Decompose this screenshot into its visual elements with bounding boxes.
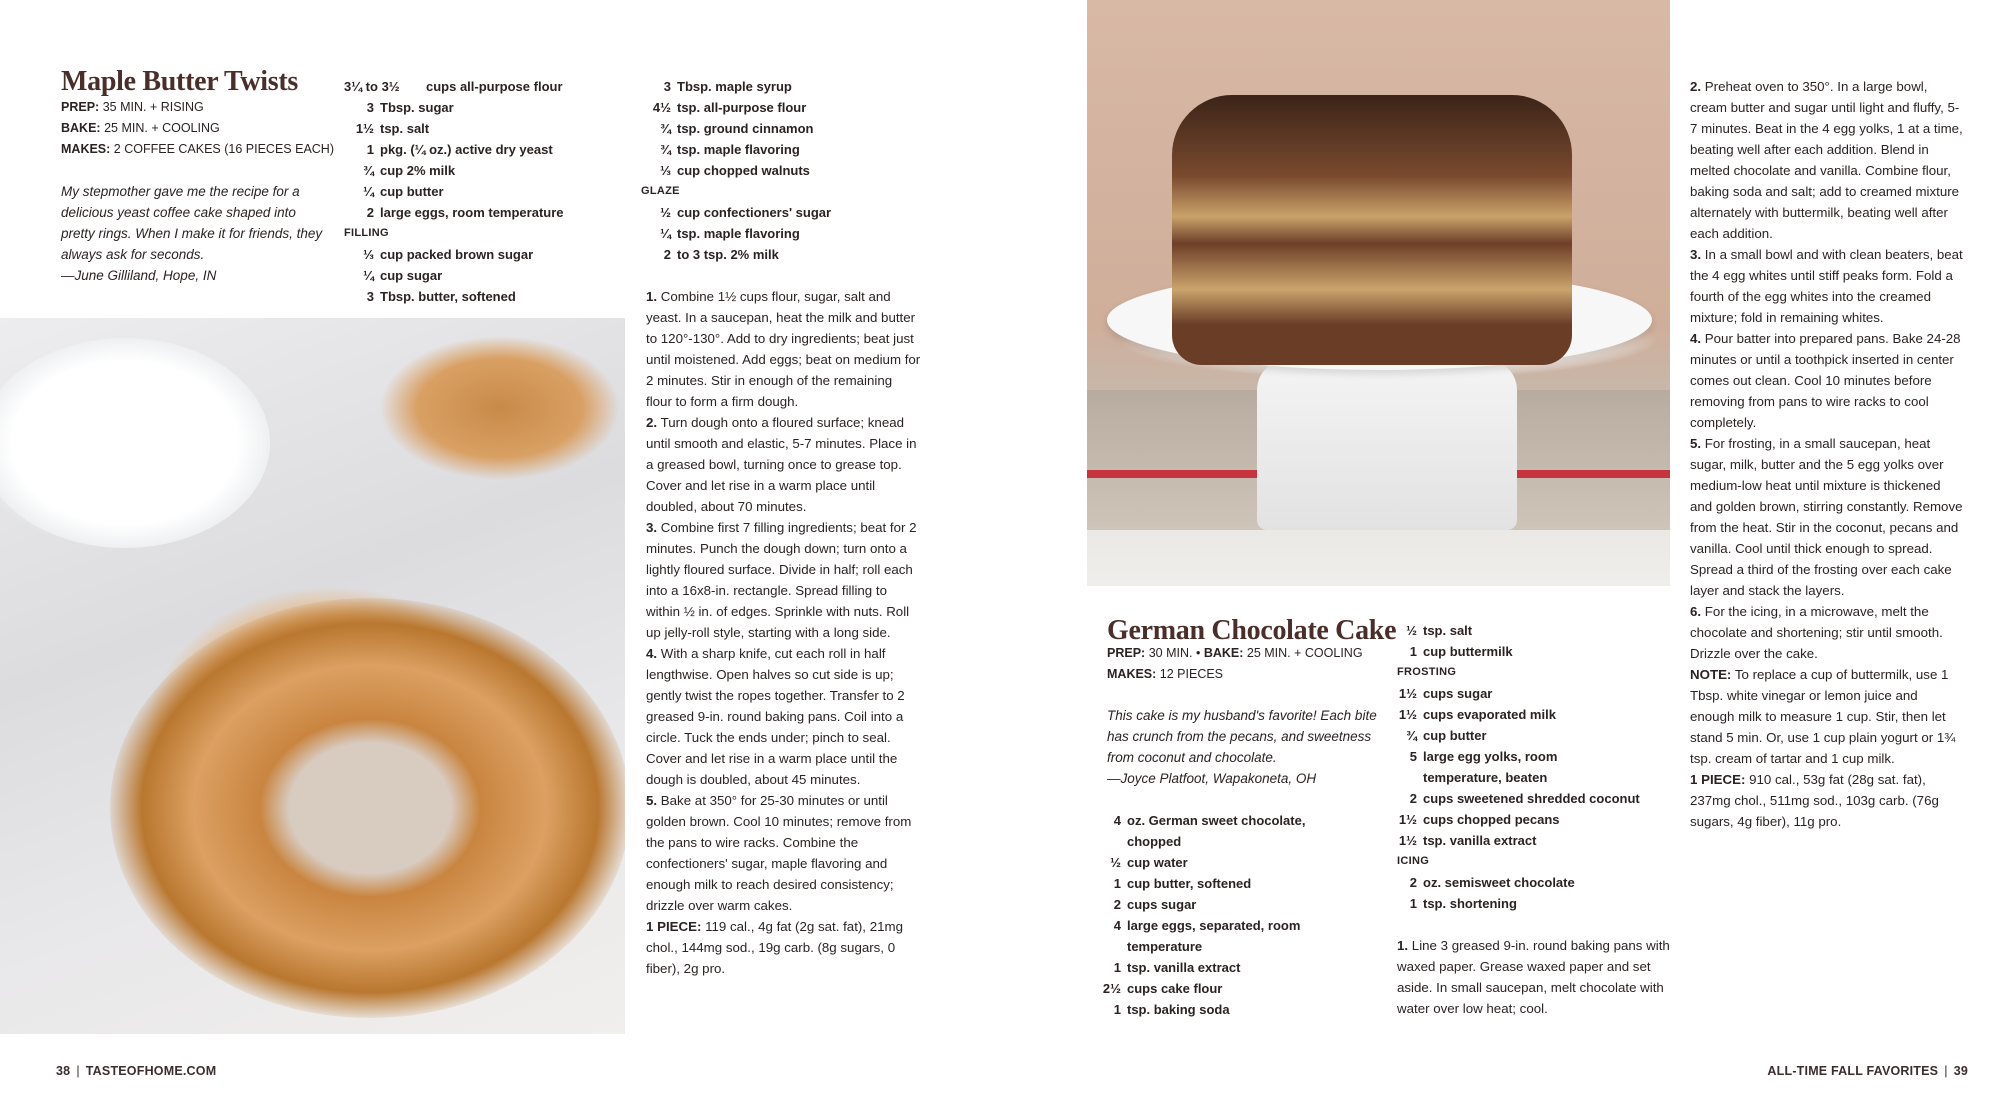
ingredient-row: 3 Tbsp. maple syrup [663,79,792,94]
ingredients-column-1 [1097,810,1347,1020]
directions-right-start [1397,935,1672,1019]
ingredient-row: ¼ tsp. maple flavoring [660,226,800,241]
ingredient-row: 4½ tsp. all-purpose flour [652,100,807,115]
maple-butter-twist-photo [0,318,625,1034]
step: 2. Turn dough onto a floured surface; knead until smooth and elastic, 5-7 minutes. Place in a greased bowl, turning once to grease top. Cover and let rise in a warm place until doubled, about 70 minutes. [646,415,917,514]
footer-right [1767,1064,1968,1078]
recipe-intro: My stepmother gave me the recipe for a delicious yeast coffee cake shaped into pretty rings. When I make it for friends, they always ask for seconds. —June Gilliland, Hope, IN [61,181,331,286]
ingredient-row: 5 large egg yolks, room temperature, beaten [1409,749,1558,785]
ingredient-row: ¾ cup 2% milk [363,163,456,178]
ingredient-row: 1½ tsp. vanilla extract [1398,833,1537,848]
glaze-bowl-image [0,338,270,548]
ingredient-row: 4 oz. German sweet chocolate, chopped [1113,813,1306,849]
step: 3. Combine first 7 filling ingredients; beat for 2 minutes. Punch the dough down; turn onto a lightly floured surface. Divide in half; roll each into a 16x8-in. rectangle. Spread filling to within ½ in. of edges. Sprinkle with nuts. Roll up jelly-roll style, starting with a long side. [646,520,917,640]
ingredient-row: ⅓ cup packed brown sugar [363,247,534,262]
ingredient-row: 3¼ to 3½ cups all-purpose flour [344,79,563,94]
directions-left [646,286,921,979]
ingredient-row: ¾ cup butter [1406,728,1487,743]
recipe-title: Maple Butter Twists [61,66,298,97]
note: NOTE: To replace a cup of buttermilk, use 1 Tbsp. white vinegar or lemon juice and enough milk to measure 1 cup. Stir, then let stand 5 min. Or, use 1 cup plain yogurt or 1¾ tsp. cream of tartar and 1 cup milk. [1690,667,1956,766]
ingredient-row: ¼ cup sugar [363,268,443,283]
layer-cake-image [1172,95,1572,365]
ingredient-row: 2 cups sweetened shredded coconut [1409,791,1640,806]
ingredient-row: 1 tsp. shortening [1409,896,1517,911]
ingredient-row: ⅓ cup chopped walnuts [660,163,810,178]
ingredient-row: 2 to 3 tsp. 2% milk [663,247,779,262]
ingredient-row: 2 oz. semisweet chocolate [1409,875,1575,890]
step: 5. Bake at 350° for 25-30 minutes or until golden brown. Cool 10 minutes; remove from the pans to wire racks. Combine the confectioners' sugar, maple flavoring and enough milk to reach desired consistency; drizzle over warm cakes. [646,793,912,913]
ingredient-row: 2 large eggs, room temperature [366,205,564,220]
step: 2. Preheat oven to 350°. In a large bowl, cream butter and sugar until light and fluffy, 5-7 minutes. Beat in the 4 egg yolks, 1 at a time, beating well after each addition. Blend in melted chocolate and vanilla. Combine flour, baking soda and salt; add to creamed mixture alternately with buttermilk, beating well after each addition. [1690,79,1963,241]
ingredients-column-1 [344,76,640,307]
step: 6. For the icing, in a microwave, melt the chocolate and shortening; stir until smooth. Drizzle over the cake. [1690,604,1943,661]
ingredient-row: 2½ cups cake flour [1102,981,1223,996]
attribution: —June Gilliland, Hope, IN [61,268,217,283]
ingredient-row: ¼ cup butter [363,184,444,199]
ingredient-row: 1 cup butter, softened [1113,876,1252,891]
ingredient-row: 4 large eggs, separated, room temperature [1113,918,1301,954]
directions-right [1690,76,1965,832]
step: 1. Line 3 greased 9-in. round baking pans with waxed paper. Grease waxed paper and set aside. In small saucepan, melt chocolate with water over low heat; cool. [1397,938,1670,1016]
recipe-meta [61,97,334,160]
filling-heading: FILLING [344,227,389,239]
page-number: 38 [56,1064,71,1078]
ingredient-row: 3 Tbsp. butter, softened [366,289,516,304]
ingredient-row: ½ cup water [1110,855,1188,870]
page-number: 39 [1953,1064,1968,1078]
footer-left [56,1064,216,1078]
step: 1. Combine 1½ cups flour, sugar, salt and yeast. In a saucepan, heat the milk and butter to 120°-130°. Add to dry ingredients; beat just until moistened. Add eggs; beat on medium for 2 minutes. Stir in enough of the remaining flour to form a firm dough. [646,289,921,409]
ingredient-row: 1 tsp. baking soda [1113,1002,1230,1017]
step: 4. With a sharp knife, cut each roll in half lengthwise. Open halves so cut side is up; gently twist the ropes together. Transfer to 2 greased 9-in. round baking pans. Coil into a circle. Tuck the ends under; pinch to seal. Cover and let rise in a warm place until the dough is doubled, about 45 minutes. [646,646,905,787]
ingredient-row: ¾ tsp. maple flavoring [660,142,800,157]
ingredient-row: 1 pkg. (¼ oz.) active dry yeast [366,142,553,157]
attribution: —Joyce Platfoot, Wapakoneta, OH [1107,771,1317,786]
step: 4. Pour batter into prepared pans. Bake 24-28 minutes or until a toothpick inserted in center comes out clean. Cool 10 minutes before removing from pans to wire racks to cool completely. [1690,331,1961,430]
frosting-heading: FROSTING [1397,666,1457,678]
recipe-title: German Chocolate Cake [1107,615,1397,646]
icing-heading: ICING [1397,855,1430,867]
yield: MAKES: 2 COFFEE CAKES (16 PIECES EACH) [61,142,334,156]
ingredient-row: 1½ cups chopped pecans [1398,812,1560,827]
step: 5. For frosting, in a small saucepan, heat sugar, milk, butter and the 5 egg yolks over medium-low heat until mixture is thickened and golden brown, stirring constantly. Remove from the heat. Stir in the coconut, pecans and vanilla. Cool until thick enough to spread. Spread a third of the frosting over each cake layer and stack the layers. [1690,436,1963,598]
ingredients-column-2 [641,76,927,265]
prep-time: PREP: 35 MIN. + RISING [61,100,204,114]
ingredient-row: ½ tsp. salt [1406,623,1473,638]
ingredient-row: 3 Tbsp. sugar [366,100,454,115]
yield: MAKES: 12 PIECES [1107,667,1224,681]
nutrition-facts: 1 PIECE: 910 cal., 53g fat (28g sat. fat), 237mg chol., 511mg sod., 103g carb. (76g sugars, 4g fiber), 11g pro. [1690,772,1939,829]
cake-stand-image [1257,360,1517,530]
german-chocolate-cake-photo [1087,0,1670,586]
site-name: TASTEOFHOME.COM [85,1064,217,1078]
ingredient-row: ¾ tsp. ground cinnamon [660,121,814,136]
prep-bake-time: PREP: 30 MIN. • BAKE: 25 MIN. + COOLING [1107,646,1363,660]
glaze-heading: GLAZE [641,185,680,197]
divider: | [1944,1064,1948,1078]
divider: | [76,1064,80,1078]
ingredient-row: ½ cup confectioners' sugar [660,205,832,220]
ingredient-row: 1 cup buttermilk [1409,644,1513,659]
ingredient-row: 1½ tsp. salt [355,121,430,136]
coffee-cake-ring-image [110,598,625,1018]
recipe-meta [1107,643,1363,685]
recipe-intro: This cake is my husband's favorite! Each bite has crunch from the pecans, and sweetness from coconut and chocolate. —Joyce Platfoot, Wapakoneta, OH [1107,705,1377,789]
section-name: ALL-TIME FALL FAVORITES [1767,1064,1939,1078]
ingredient-row: 2 cups sugar [1113,897,1197,912]
ingredients-column-2 [1393,620,1673,914]
step: 3. In a small bowl and with clean beaters, beat the 4 egg whites until stiff peaks form. Fold a fourth of the egg whites into the creamed mixture; fold in remaining whites. [1690,247,1963,325]
ingredient-row: 1½ cups evaporated milk [1398,707,1556,722]
bake-time: BAKE: 25 MIN. + COOLING [61,121,220,135]
ingredient-row: 1 tsp. vanilla extract [1113,960,1241,975]
nutrition-facts: 1 PIECE: 119 cal., 4g fat (2g sat. fat), 21mg chol., 144mg sod., 19g carb. (8g sugars, 0 fiber), 2g pro. [646,919,903,976]
ingredient-row: 1½ cups sugar [1398,686,1493,701]
